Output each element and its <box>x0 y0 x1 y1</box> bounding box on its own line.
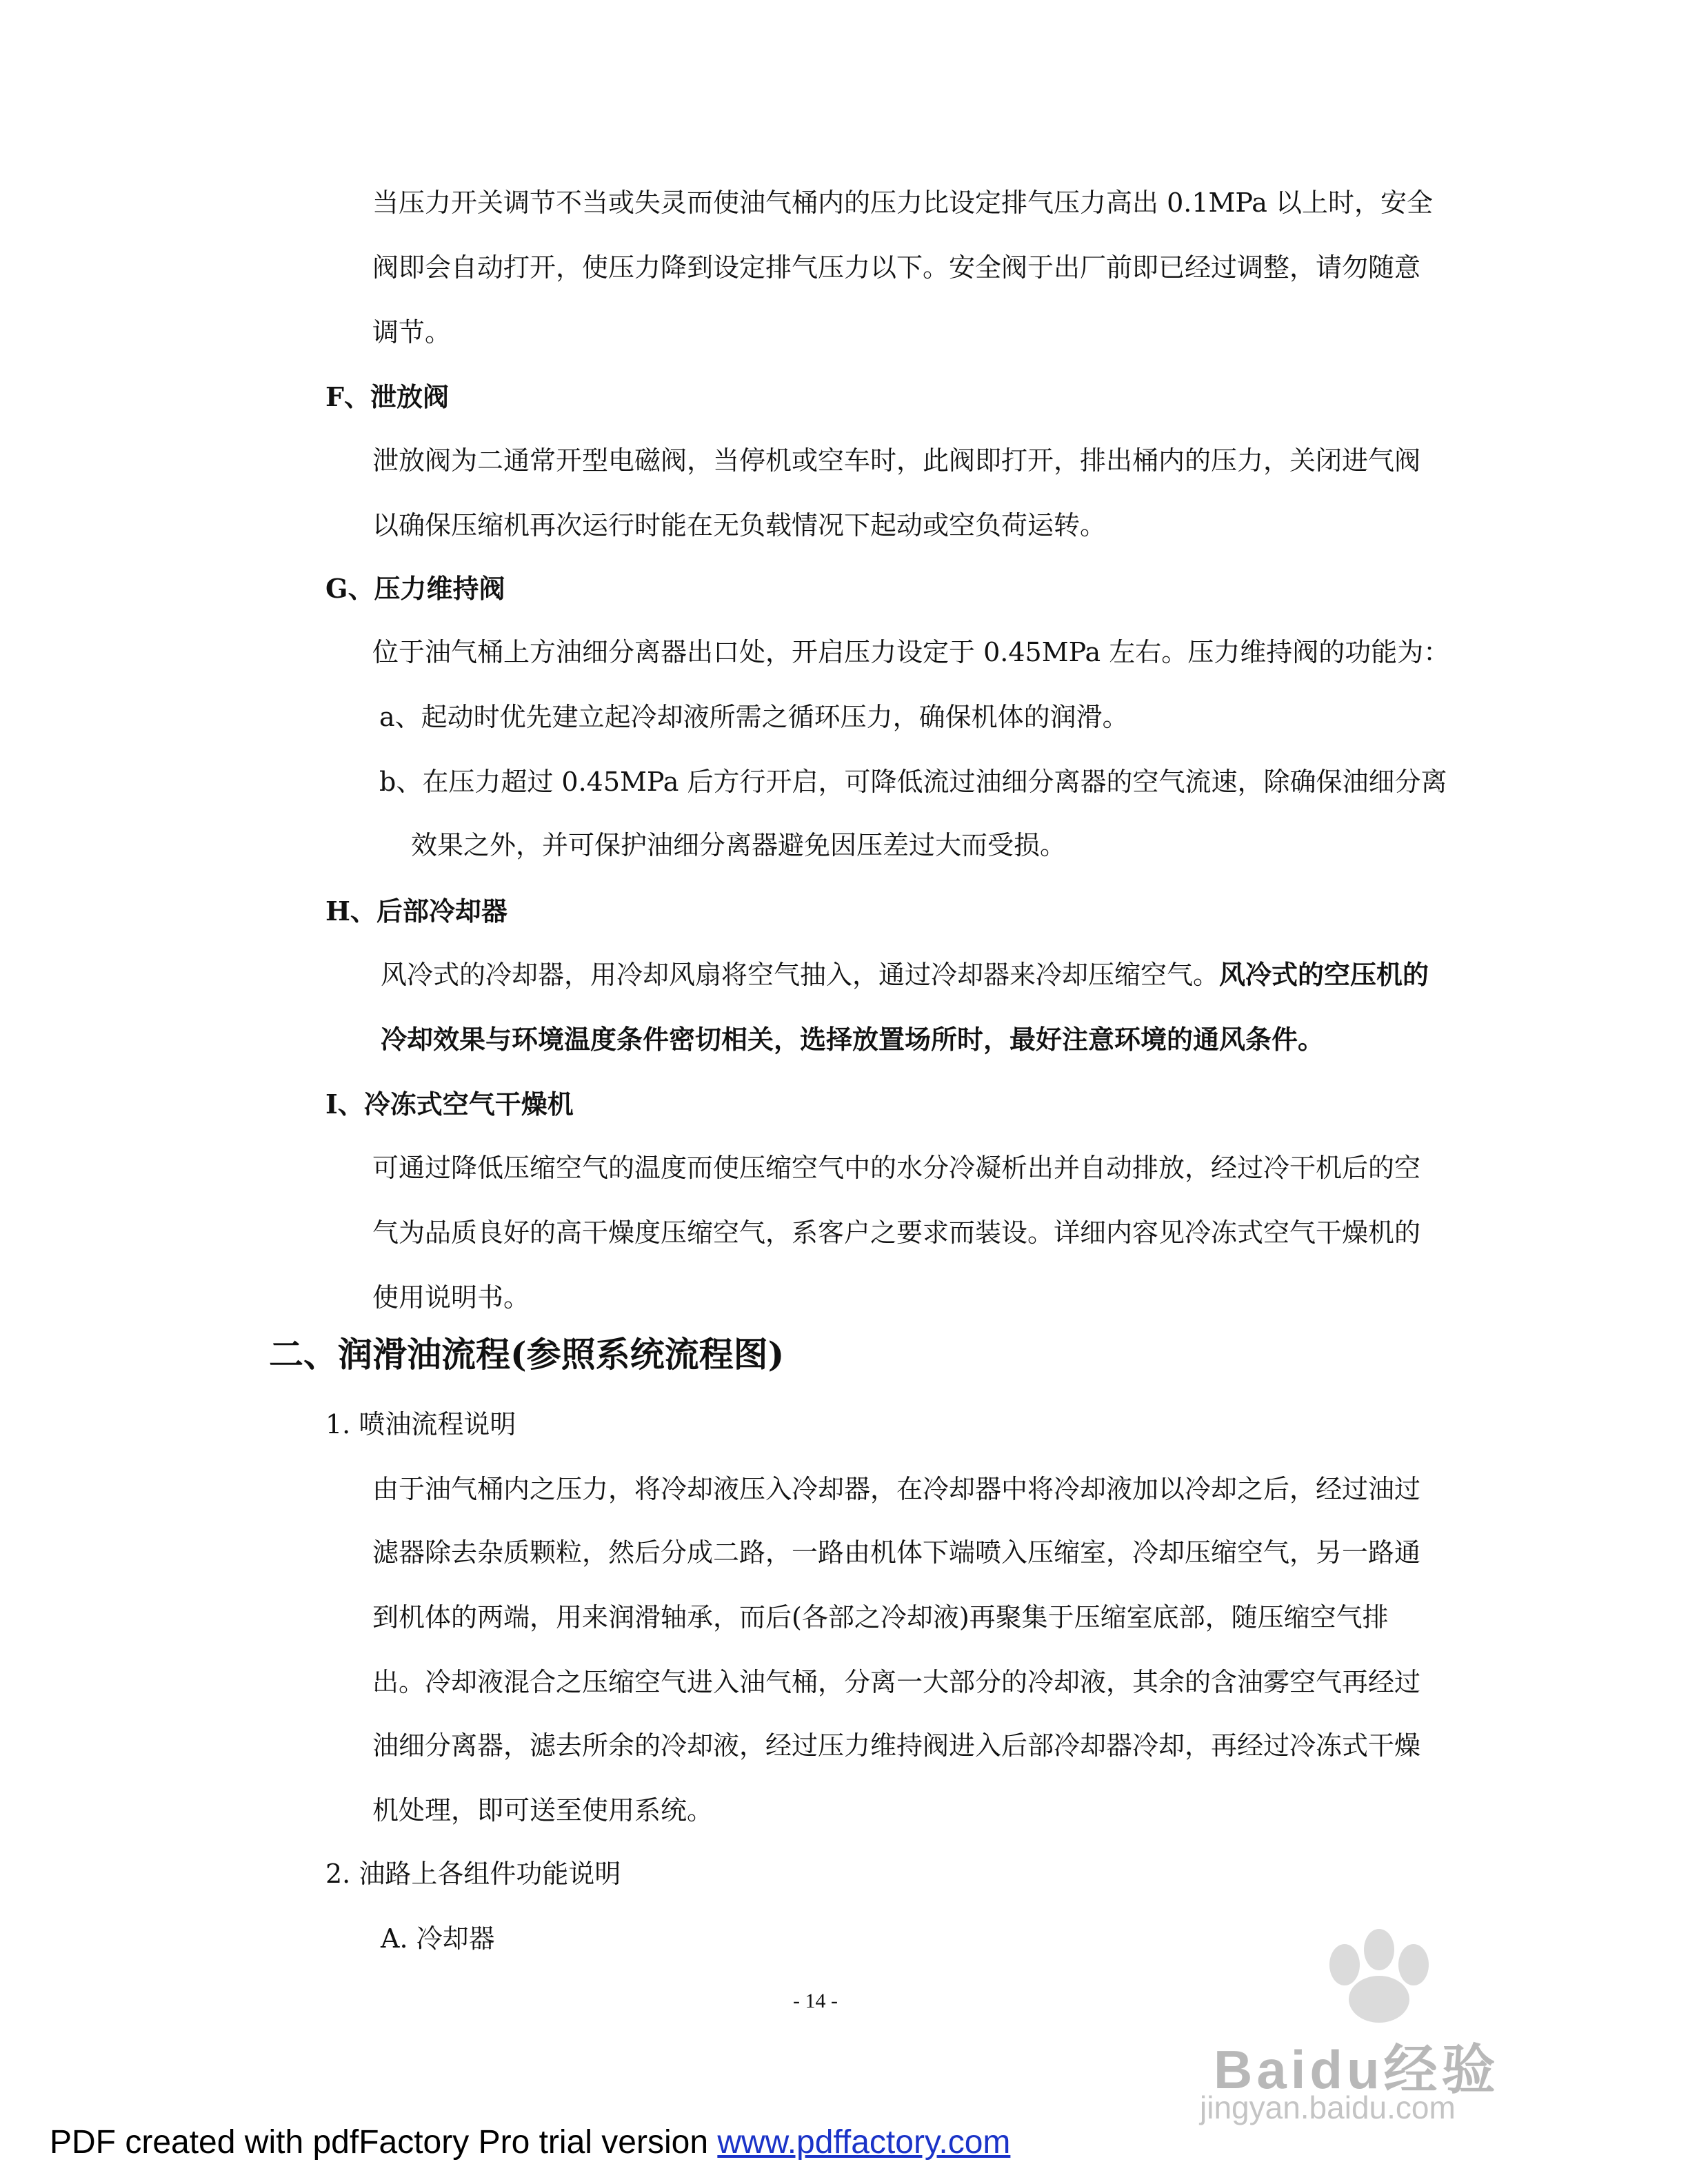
paragraph-line: 调节。 <box>372 317 452 347</box>
section-heading-f: F、泄放阀 <box>325 381 449 412</box>
paragraph-line: 阀即会自动打开，使压力降到设定排气压力以下。安全阀于出厂前即已经过调整，请勿随意 <box>372 252 1421 283</box>
footer-text: PDF created with pdfFactory Pro trial version <box>50 2124 718 2161</box>
section-heading-i: I、冷冻式空气干燥机 <box>325 1089 574 1120</box>
section-heading-g: G、压力维持阀 <box>325 573 505 604</box>
paragraph-line: 油细分离器，滤去所余的冷却液，经过压力维持阀进入后部冷却器冷却，再经过冷冻式干燥 <box>372 1730 1421 1761</box>
paragraph-line <box>381 958 1429 991</box>
watermark-url: jingyan.baidu.com <box>1200 2090 1456 2125</box>
footer-link[interactable]: www.pdffactory.com <box>717 2124 1011 2161</box>
list-item-a: a、起动时优先建立起冷却液所需之循环压力，确保机体的润滑。 <box>379 702 1129 732</box>
bold-text: 风冷式的空压机的 <box>1219 959 1429 990</box>
numbered-item-2: 2. 油路上各组件功能说明 <box>325 1859 621 1889</box>
normal-text: 风冷式的冷却器，用冷却风扇将空气抽入，通过冷却器来冷却压缩空气。 <box>381 960 1220 990</box>
paragraph-line: 使用说明书。 <box>372 1282 530 1313</box>
paragraph-line: 由于油气桶内之压力，将冷却液压入冷却器，在冷却器中将冷却液加以冷却之后，经过油过 <box>372 1474 1421 1504</box>
sub-item-a: A. 冷却器 <box>381 1923 495 1954</box>
chapter-heading: 二、润滑油流程(参照系统流程图) <box>269 1334 785 1375</box>
paragraph-line: 当压力开关调节不当或失灵而使油气桶内的压力比设定排气压力高出 0.1MPa 以上时，安全 <box>372 188 1434 218</box>
watermark-logo-text: Baidu经验 <box>1214 2039 1500 2100</box>
list-item-b: b、在压力超过 0.45MPa 后方行开启，可降低流过油细分离器的空气流速，除确保油细分离 <box>379 767 1447 797</box>
paragraph-line: 滤器除去杂质颗粒，然后分成二路，一路由机体下端喷入压缩室，冷却压缩空气，另一路通 <box>372 1537 1421 1568</box>
paragraph-line: 位于油气桶上方油细分离器出口处，开启压力设定于 0.45MPa 左右。压力维持阀的功能为： <box>372 637 1450 667</box>
paragraph-line: 可通过降低压缩空气的温度而使压缩空气中的水分冷凝析出并自动排放，经过冷干机后的空 <box>372 1153 1421 1183</box>
page-number: - 14 - <box>793 1990 838 2012</box>
list-item-b-cont: 效果之外，并可保护油细分离器避免因压差过大而受损。 <box>411 830 1067 860</box>
numbered-item-1: 1. 喷油流程说明 <box>325 1409 516 1439</box>
paragraph-line: 气为品质良好的高干燥度压缩空气，系客户之要求而装设。详细内容见冷冻式空气干燥机的 <box>372 1217 1421 1248</box>
paragraph-line: 出。冷却液混合之压缩空气进入油气桶，分离一大部分的冷却液，其余的含油雾空气再经过 <box>372 1667 1421 1697</box>
paragraph-line: 以确保压缩机再次运行时能在无负载情况下起动或空负荷运转。 <box>372 510 1107 540</box>
paragraph-line: 机处理，即可送至使用系统。 <box>372 1795 714 1826</box>
section-heading-h: H、后部冷却器 <box>325 896 508 927</box>
pdf-footer <box>50 2123 1010 2161</box>
bold-paragraph-line: 冷却效果与环境温度条件密切相关，选择放置场所时，最好注意环境的通风条件。 <box>381 1024 1325 1055</box>
paragraph-line: 到机体的两端，用来润滑轴承，而后(各部之冷却液)再聚集于压缩室底部，随压缩空气排 <box>372 1602 1389 1632</box>
paragraph-line: 泄放阀为二通常开型电磁阀，当停机或空车时，此阀即打开，排出桶内的压力，关闭进气阀 <box>372 445 1421 476</box>
